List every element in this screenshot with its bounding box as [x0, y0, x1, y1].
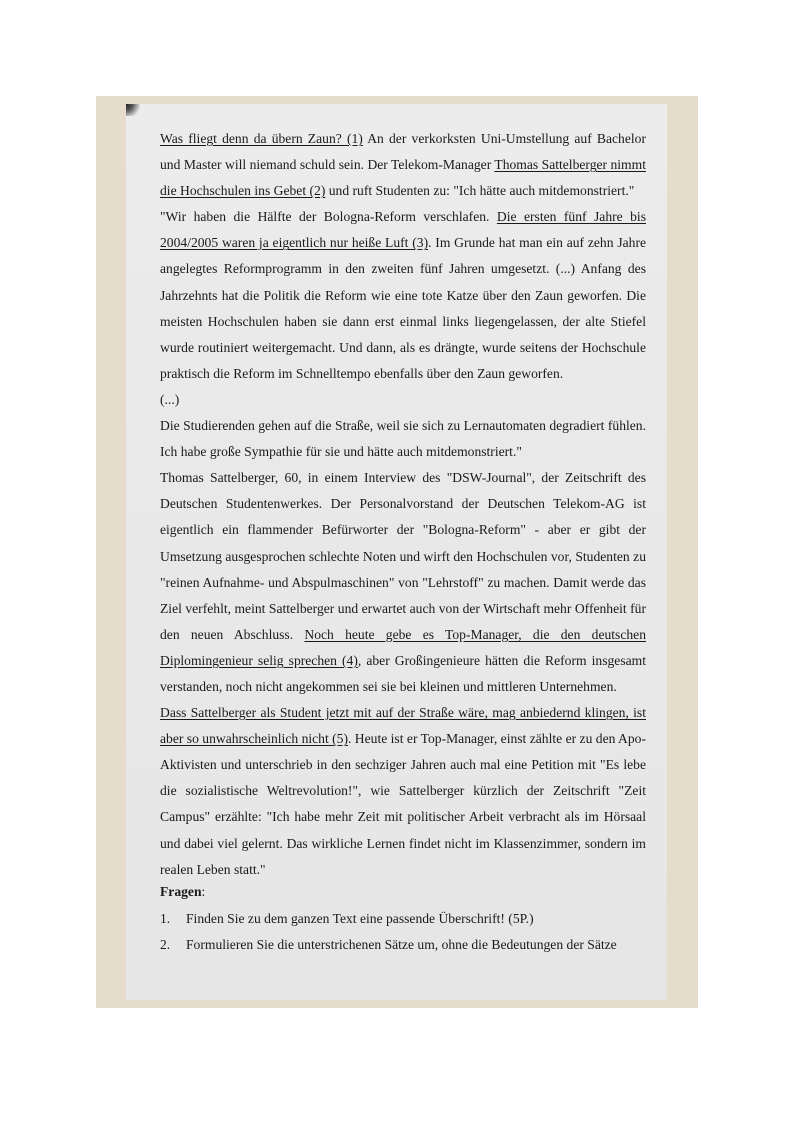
underlined-sentence-4: Noch heute gebe es Top-Manager, die den deutschen Diplomingenieur selig sprechen (4) — [160, 626, 646, 668]
question-item — [160, 906, 650, 932]
question-number: 1. — [160, 911, 171, 926]
text-segment: . Heute ist er Top-Manager, einst zählte er zu den Apo-Aktivisten und unterschrieb in den sechziger Jahren auch mal eine Petition mit "Es lebe die sozialistische Weltrevolution!", wie Sattelberger kürzlich der Zeitschrift "Zeit Campus" erzählte: "Ich habe mehr Zeit mit politischer Arbeit verbracht als im Hörsaal und dabei viel gelernt. Das wirkliche Lernen findet nicht im Klassenzimmer, sondern im realen Leben statt." — [160, 731, 646, 877]
paragraph-ellipsis — [160, 387, 646, 413]
underlined-sentence-3: Die ersten fünf Jahre bis 2004/2005 waren ja eigentlich nur heiße Luft (3) — [160, 209, 646, 251]
scan-corner-shadow — [126, 104, 140, 116]
paragraph-background — [160, 700, 646, 883]
text-segment: (...) — [160, 391, 180, 407]
text-segment: An der verkorksten Uni-Umstellung auf Bachelor und Master will niemand schuld sein. Der Telekom-Manager — [160, 131, 646, 173]
questions-section — [160, 884, 650, 958]
text-segment: "Wir haben die Hälfte der Bologna-Reform verschlafen. — [160, 209, 497, 225]
text-segment: . Im Grunde hat man ein auf zehn Jahre angelegtes Reformprogramm in den zweiten fünf Jahren umgesetzt. (...) Anfang des Jahrzehnts hat die Politik die Reform wie eine tote Katze über den Zaun geworfen. Die meisten Hochschulen haben sie dann erst einmal links liegengelassen, der alte Stiefel wurde routiniert weitergemacht. Und dann, als es drängte, wurde seitens der Hochschule praktisch die Reform im Schnelltempo ebenfalls über den Zaun geworfen. — [160, 235, 646, 381]
questions-heading-text: Fragen — [160, 884, 202, 899]
paragraph-interview — [160, 465, 646, 700]
text-segment: Die Studierenden gehen auf die Straße, weil sie sich zu Lernautomaten degradiert fühlen. Ich habe große Sympathie für sie und hätte auch mitdemonstriert." — [160, 418, 646, 460]
underlined-sentence-2: Thomas Sattelberger nimmt die Hochschulen ins Gebet (2) — [160, 157, 646, 199]
question-text: Formulieren Sie die unterstrichenen Sätze um, ohne die Bedeutungen der Sätze — [186, 937, 617, 952]
question-number: 2. — [160, 937, 171, 952]
underlined-sentence-5: Dass Sattelberger als Student jetzt mit auf der Straße wäre, mag anbiedernd klingen, ist aber so unwahrscheinlich nicht (5) — [160, 705, 646, 747]
questions-list — [160, 906, 650, 958]
question-text: Finden Sie zu dem ganzen Text eine passende Überschrift! (5P.) — [186, 911, 534, 926]
paragraph-students — [160, 413, 646, 465]
questions-heading-colon: : — [201, 884, 206, 899]
paragraph-intro — [160, 126, 646, 204]
text-segment: , aber Großingenieure hätten die Reform insgesamt verstanden, noch nicht angekommen sei sie bei kleinen und mittleren Unternehmen. — [160, 652, 647, 694]
underlined-sentence-1: Was fliegt denn da übern Zaun? (1) — [160, 131, 363, 146]
question-item — [160, 932, 650, 958]
text-segment: und ruft Studenten zu: "Ich hätte auch mitdemonstriert." — [325, 183, 635, 199]
scan-frame — [96, 96, 698, 1008]
paragraph-quote — [160, 204, 646, 387]
article-body — [160, 126, 646, 883]
scanned-page — [126, 104, 667, 1000]
text-segment: Thomas Sattelberger, 60, in einem Interview des "DSW-Journal", der Zeitschrift des Deutschen Studentenwerkes. Der Personalvorstand der Deutschen Telekom-AG ist eigentlich ein flammender Befürworter der "Bologna-Reform" - aber er gibt der Umsetzung ausgesprochen schlechte Noten und wirft den Hochschulen vor, Studenten zu "reinen Aufnahme- und Abspulmaschinen" von "Lehrstoff" zu machen. Damit werde das Ziel verfehlt, meint Sattelberger und erwartet auch von der Wirtschaft mehr Offenheit für den neuen Abschluss. — [160, 470, 646, 642]
questions-heading — [160, 884, 650, 900]
